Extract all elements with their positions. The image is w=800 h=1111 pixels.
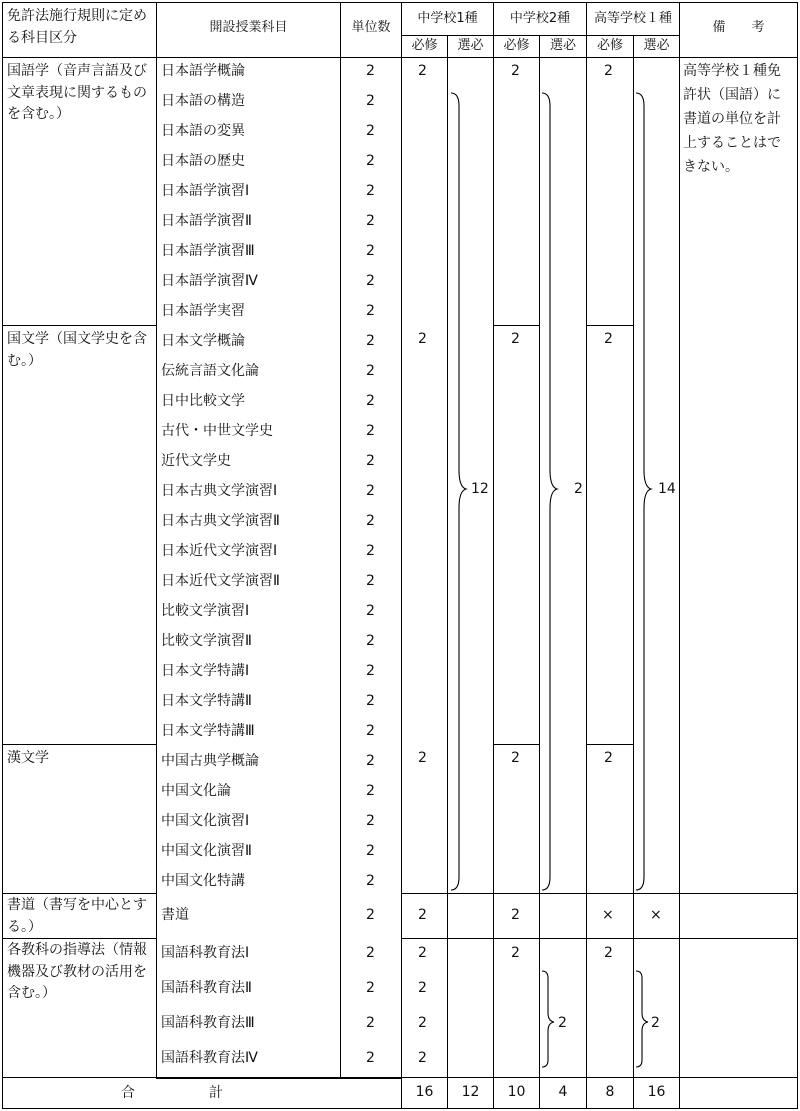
hs1-elec-calligraphy-value: × [650, 907, 662, 923]
course-name: 中国文化演習Ⅰ [161, 813, 250, 829]
course-units: 2 [366, 753, 375, 769]
course-units: 2 [366, 980, 375, 996]
category-chinese-classics: 漢文学 [2, 744, 157, 894]
jh2-req-literature-value: 2 [511, 331, 520, 347]
brace-hs1-main [634, 92, 654, 892]
jh2-req-calligraphy-value: 2 [511, 907, 520, 923]
total-jh1-elective: 12 [447, 1077, 494, 1109]
course-name: 古代・中世文学史 [161, 423, 273, 439]
brace-jh2-main [540, 92, 560, 892]
course-units: 2 [366, 813, 375, 829]
course-name: 中国文化特講 [161, 873, 245, 889]
course-name: 国語科教育法Ⅲ [161, 1015, 255, 1031]
remarks-note: 高等学校１種免許状（国語）に書道の単位を計上することはできない。 [679, 57, 798, 894]
header-jh2-required: 必修 [493, 35, 540, 58]
jh1-elec-calligraphy [447, 893, 494, 939]
course-units: 2 [366, 243, 375, 259]
total-jh1-required: 16 [401, 1077, 448, 1109]
elective-jh1-main: 12 [471, 481, 489, 497]
hs1-req-linguistics [586, 57, 634, 326]
course-name: 日本語学演習Ⅱ [161, 213, 252, 229]
header-jh2-elective: 選必 [539, 35, 587, 58]
category-teaching-methods: 各教科の指導法（情報機器及び教材の活用を含む。） [2, 938, 157, 1078]
brace-jh1-main [449, 92, 469, 892]
course-name: 日本近代文学演習Ⅱ [161, 573, 280, 589]
course-units: 2 [366, 363, 375, 379]
course-name: 中国古典学概論 [161, 753, 259, 769]
course-units: 2 [366, 723, 375, 739]
course-name: 日本語学概論 [161, 63, 245, 79]
total-jh2-elective: 4 [539, 1077, 587, 1109]
course-name: 日本古典文学演習Ⅱ [161, 513, 280, 529]
hs1-req-literature [586, 325, 634, 745]
course-units: 2 [366, 1050, 375, 1066]
course-units: 2 [366, 1015, 375, 1031]
course-units: 2 [366, 603, 375, 619]
brace-jh2-method [540, 970, 558, 1070]
course-name: 日本語の変異 [161, 123, 245, 139]
course-units: 2 [366, 93, 375, 109]
jh2-req-linguistics [493, 57, 540, 326]
elective-hs1-main: 14 [658, 481, 676, 497]
course-units: 2 [366, 183, 375, 199]
course-name: 日本語学演習Ⅲ [161, 243, 255, 259]
jh1-req-method-1: 2 [418, 945, 427, 961]
course-units: 2 [366, 333, 375, 349]
course-units: 2 [366, 633, 375, 649]
header-jh2: 中学校2種 [493, 2, 587, 36]
hs1-req-method-1: 2 [604, 945, 613, 961]
course-units: 2 [366, 423, 375, 439]
course-units: 2 [366, 543, 375, 559]
brace-hs1-method [634, 970, 652, 1070]
hs1-req-classics-value: 2 [604, 750, 613, 766]
course-name: 日本近代文学演習Ⅰ [161, 543, 278, 559]
course-units: 2 [366, 663, 375, 679]
course-units: 2 [366, 393, 375, 409]
category-japanese-literature: 国文学（国文学史を含む。） [2, 325, 157, 745]
jh1-req-literature: 2 [418, 331, 427, 347]
course-name: 日中比較文学 [161, 393, 245, 409]
course-name: 国語科教育法Ⅱ [161, 980, 252, 996]
header-remarks: 備 考 [679, 2, 798, 58]
elective-hs1-method: 2 [651, 1015, 660, 1031]
jh1-req-method-4: 2 [418, 1050, 427, 1066]
total-label-left: 合 [121, 1085, 135, 1101]
category-japanese-linguistics: 国語学（音声言語及び文章表現に関するものを含む。） [2, 57, 157, 326]
header-hs1: 高等学校１種 [586, 2, 680, 36]
header-jh1: 中学校1種 [401, 2, 494, 36]
course-name: 中国文化論 [161, 783, 231, 799]
course-name: 国語科教育法Ⅳ [161, 1050, 258, 1066]
course-name: 伝統言語文化論 [161, 363, 259, 379]
course-units: 2 [366, 453, 375, 469]
hs1-req-literature-value: 2 [604, 331, 613, 347]
header-category: 免許法施行規則に定める科目区分 [2, 2, 157, 58]
course-name: 日本語の歴史 [161, 153, 245, 169]
total-jh2-required: 10 [493, 1077, 540, 1109]
jh1-req-classics: 2 [418, 750, 427, 766]
course-units: 2 [366, 273, 375, 289]
course-units: 2 [366, 693, 375, 709]
course-units: 2 [366, 907, 375, 923]
remarks-calligraphy [679, 893, 798, 939]
header-hs1-required: 必修 [586, 35, 634, 58]
total-hs1-elective: 16 [633, 1077, 680, 1109]
category-calligraphy: 書道（書写を中心とする。） [2, 893, 157, 939]
header-jh1-required: 必修 [401, 35, 448, 58]
jh1-req-method-3: 2 [418, 1015, 427, 1031]
jh1-elec-methods [447, 938, 494, 1078]
course-units: 2 [366, 873, 375, 889]
course-units: 2 [366, 213, 375, 229]
jh1-req-calligraphy-value: 2 [418, 907, 427, 923]
jh2-req-method-1: 2 [511, 945, 520, 961]
course-units: 2 [366, 63, 375, 79]
hs1-req-calligraphy-value: × [602, 907, 614, 923]
course-name: 日本語学実習 [161, 303, 245, 319]
jh1-req-linguistics: 2 [418, 63, 427, 79]
course-name: 国語科教育法Ⅰ [161, 945, 250, 961]
elective-jh2-method: 2 [558, 1015, 567, 1031]
jh2-req-linguistics-value: 2 [511, 63, 520, 79]
course-name: 日本語の構造 [161, 93, 245, 109]
header-subject: 開設授業科目 [156, 2, 341, 58]
course-units: 2 [366, 153, 375, 169]
header-hs1-elective: 選必 [633, 35, 680, 58]
course-units: 2 [366, 945, 375, 961]
course-name: 日本文学概論 [161, 333, 245, 349]
course-name: 日本語学演習Ⅳ [161, 273, 258, 289]
course-name: 日本古典文学演習Ⅰ [161, 483, 278, 499]
total-label-cell [2, 1077, 402, 1109]
remarks-methods [679, 938, 798, 1078]
course-units: 2 [366, 573, 375, 589]
total-remarks [679, 1077, 798, 1109]
course-name: 日本文学特講Ⅰ [161, 663, 250, 679]
header-units: 単位数 [340, 2, 402, 58]
course-name: 比較文学演習Ⅱ [161, 633, 252, 649]
jh2-req-classics-value: 2 [511, 750, 520, 766]
course-units: 2 [366, 483, 375, 499]
jh1-req-method-2: 2 [418, 980, 427, 996]
hs1-req-linguistics-value: 2 [604, 63, 613, 79]
course-name: 近代文学史 [161, 453, 231, 469]
course-name: 中国文化演習Ⅱ [161, 843, 252, 859]
course-name: 日本文学特講Ⅱ [161, 693, 252, 709]
course-units: 2 [366, 783, 375, 799]
total-hs1-required: 8 [586, 1077, 634, 1109]
course-name: 書道 [161, 907, 189, 923]
course-units: 2 [366, 843, 375, 859]
jh2-elec-calligraphy [539, 893, 587, 939]
course-units: 2 [366, 303, 375, 319]
jh2-req-literature [493, 325, 540, 745]
course-name: 日本語学演習Ⅰ [161, 183, 250, 199]
course-name: 比較文学演習Ⅰ [161, 603, 250, 619]
course-name: 日本文学特講Ⅲ [161, 723, 255, 739]
total-label-right: 計 [209, 1085, 223, 1101]
elective-jh2-main: 2 [574, 481, 583, 497]
header-jh1-elective: 選必 [447, 35, 494, 58]
jh1-req-block [401, 57, 448, 894]
course-units: 2 [366, 513, 375, 529]
course-units: 2 [366, 123, 375, 139]
